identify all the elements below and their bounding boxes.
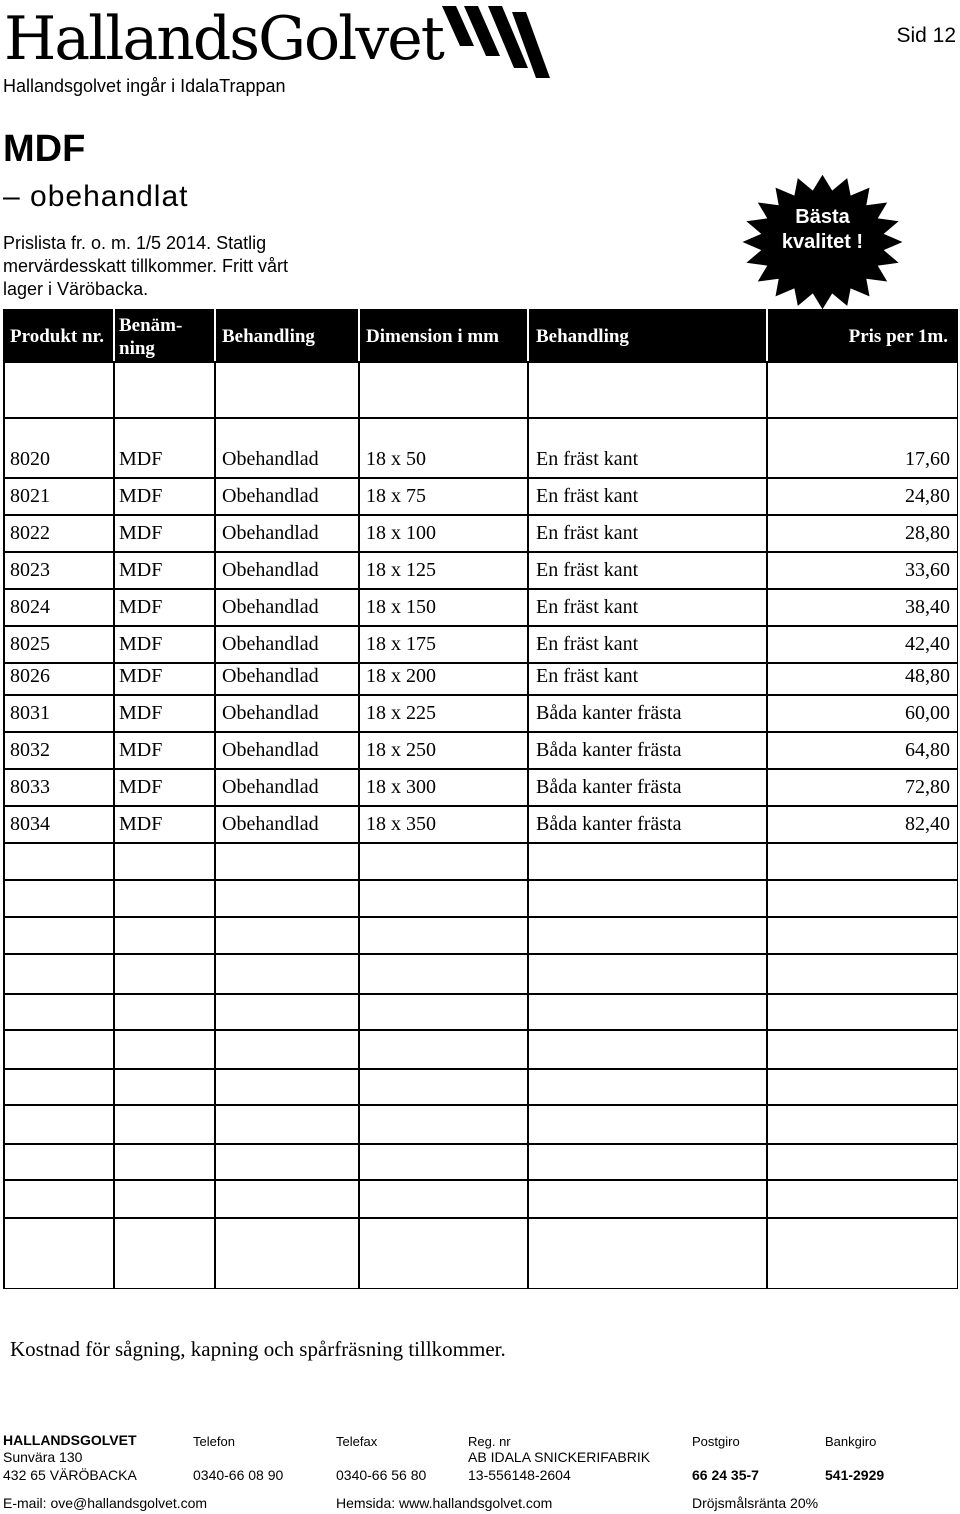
cell-edge-treatment: En fräst kant bbox=[536, 596, 639, 618]
cell-treatment: Obehandlad bbox=[222, 559, 319, 581]
document-title: MDF bbox=[3, 128, 86, 170]
row-divider bbox=[3, 417, 958, 419]
logo-wordmark: HallandsGolvet bbox=[4, 4, 443, 74]
column-divider bbox=[113, 361, 115, 1289]
footer-interest: Dröjsmålsränta 20% bbox=[692, 1495, 819, 1511]
cell-price: 72,80 bbox=[905, 776, 950, 798]
cell-edge-treatment: En fräst kant bbox=[536, 485, 639, 507]
footer-phone: 0340-66 08 90 bbox=[193, 1467, 284, 1483]
cell-treatment: Obehandlad bbox=[222, 596, 319, 618]
footer-bankgiro: 541-2929 bbox=[825, 1467, 885, 1483]
row-divider bbox=[3, 916, 958, 918]
cell-product-name: MDF bbox=[119, 665, 163, 687]
footer-phone-label: Telefon bbox=[193, 1434, 235, 1449]
company-logo bbox=[4, 2, 564, 80]
cell-treatment: Obehandlad bbox=[222, 522, 319, 544]
cell-edge-treatment: Båda kanter frästa bbox=[536, 776, 682, 798]
cell-dimension: 18 x 150 bbox=[366, 596, 436, 618]
cell-treatment: Obehandlad bbox=[222, 776, 319, 798]
cell-dimension: 18 x 225 bbox=[366, 702, 436, 724]
logo-stripes-icon bbox=[442, 6, 552, 80]
cell-treatment: Obehandlad bbox=[222, 665, 319, 687]
cell-price: 24,80 bbox=[905, 485, 950, 507]
row-divider bbox=[3, 805, 958, 807]
row-divider bbox=[3, 477, 958, 479]
header-edge-treatment: Behandling bbox=[536, 326, 629, 347]
row-divider bbox=[3, 514, 958, 516]
cell-dimension: 18 x 200 bbox=[366, 665, 436, 687]
cell-treatment: Obehandlad bbox=[222, 702, 319, 724]
cell-product-name: MDF bbox=[119, 522, 163, 544]
header-name-line2: ning bbox=[119, 338, 155, 359]
footer-website[interactable]: Hemsida: www.hallandsgolvet.com bbox=[336, 1495, 553, 1511]
cell-dimension: 18 x 125 bbox=[366, 559, 436, 581]
row-divider bbox=[3, 1143, 958, 1145]
price-note: Prislista fr. o. m. 1/5 2014. Statlig mervärdesskatt tillkommer. Fritt vårt lager i Väröbacka. bbox=[3, 233, 289, 299]
footnote: Kostnad för sågning, kapning och spårfräsning tillkommer. bbox=[10, 1337, 506, 1361]
cell-treatment: Obehandlad bbox=[222, 633, 319, 655]
row-divider bbox=[3, 879, 958, 881]
footer-company: HALLANDSGOLVET bbox=[3, 1432, 137, 1448]
cell-treatment: Obehandlad bbox=[222, 813, 319, 835]
cell-edge-treatment: En fräst kant bbox=[536, 522, 639, 544]
header-price: Pris per 1m. bbox=[848, 326, 948, 347]
header-divider bbox=[358, 309, 360, 361]
row-divider bbox=[3, 1179, 958, 1181]
cell-price: 17,60 bbox=[905, 448, 950, 470]
footer-email[interactable]: E-mail: ove@hallandsgolvet.com bbox=[3, 1495, 208, 1511]
quality-badge-text bbox=[740, 205, 905, 255]
cell-edge-treatment: En fräst kant bbox=[536, 448, 639, 470]
header-divider bbox=[113, 309, 115, 361]
cell-edge-treatment: Båda kanter frästa bbox=[536, 739, 682, 761]
cell-product-name: MDF bbox=[119, 596, 163, 618]
cell-price: 82,40 bbox=[905, 813, 950, 835]
header-divider bbox=[766, 309, 768, 361]
cell-edge-treatment: Båda kanter frästa bbox=[536, 702, 682, 724]
column-divider bbox=[527, 361, 529, 1289]
cell-product-name: MDF bbox=[119, 448, 163, 470]
footer-street: Sunvära 130 bbox=[3, 1449, 83, 1465]
footer-regnr-label: Reg. nr bbox=[468, 1434, 511, 1449]
header-divider bbox=[214, 309, 216, 361]
row-divider bbox=[3, 694, 958, 696]
column-divider bbox=[766, 361, 768, 1289]
row-divider bbox=[3, 625, 958, 627]
column-divider bbox=[214, 361, 216, 1289]
row-divider bbox=[3, 1288, 958, 1290]
cell-dimension: 18 x 175 bbox=[366, 633, 436, 655]
cell-product-number: 8024 bbox=[10, 596, 50, 618]
cell-edge-treatment: En fräst kant bbox=[536, 633, 639, 655]
footer-postal: 432 65 VÄRÖBACKA bbox=[3, 1467, 137, 1483]
row-divider bbox=[3, 768, 958, 770]
cell-product-number: 8021 bbox=[10, 485, 50, 507]
cell-price: 28,80 bbox=[905, 522, 950, 544]
cell-dimension: 18 x 50 bbox=[366, 448, 426, 470]
row-divider bbox=[3, 842, 958, 844]
row-divider bbox=[3, 361, 958, 363]
row-divider bbox=[3, 731, 958, 733]
cell-product-number: 8031 bbox=[10, 702, 50, 724]
cell-product-name: MDF bbox=[119, 633, 163, 655]
page-number: Sid 12 bbox=[896, 24, 956, 47]
cell-edge-treatment: En fräst kant bbox=[536, 559, 639, 581]
cell-dimension: 18 x 300 bbox=[366, 776, 436, 798]
cell-price: 64,80 bbox=[905, 739, 950, 761]
cell-price: 38,40 bbox=[905, 596, 950, 618]
table-border-right bbox=[957, 309, 959, 1289]
row-divider bbox=[3, 953, 958, 955]
cell-product-number: 8023 bbox=[10, 559, 50, 581]
tagline: Hallandsgolvet ingår i IdalaTrappan bbox=[3, 76, 286, 96]
table-border-left bbox=[3, 309, 5, 1289]
cell-product-number: 8032 bbox=[10, 739, 50, 761]
footer-regnr: 13-556148-2604 bbox=[468, 1467, 571, 1483]
document-subtitle: – obehandlat bbox=[3, 180, 189, 213]
cell-product-name: MDF bbox=[119, 559, 163, 581]
column-divider bbox=[358, 361, 360, 1289]
row-divider bbox=[3, 993, 958, 995]
cell-dimension: 18 x 250 bbox=[366, 739, 436, 761]
cell-product-number: 8022 bbox=[10, 522, 50, 544]
cell-price: 60,00 bbox=[905, 702, 950, 724]
cell-product-number: 8025 bbox=[10, 633, 50, 655]
cell-product-name: MDF bbox=[119, 702, 163, 724]
cell-treatment: Obehandlad bbox=[222, 739, 319, 761]
row-divider bbox=[3, 588, 958, 590]
footer-postgiro-label: Postgiro bbox=[692, 1434, 740, 1449]
cell-dimension: 18 x 350 bbox=[366, 813, 436, 835]
cell-edge-treatment: En fräst kant bbox=[536, 665, 639, 687]
header-dimension: Dimension i mm bbox=[366, 326, 499, 347]
cell-dimension: 18 x 75 bbox=[366, 485, 426, 507]
cell-price: 33,60 bbox=[905, 559, 950, 581]
cell-product-number: 8026 bbox=[10, 665, 50, 687]
cell-product-number: 8034 bbox=[10, 813, 50, 835]
row-divider bbox=[3, 1029, 958, 1031]
price-table bbox=[3, 309, 958, 1289]
header-divider bbox=[527, 309, 529, 361]
cell-treatment: Obehandlad bbox=[222, 448, 319, 470]
cell-product-number: 8033 bbox=[10, 776, 50, 798]
cell-treatment: Obehandlad bbox=[222, 485, 319, 507]
header-product-no: Produkt nr. bbox=[10, 326, 104, 347]
footer-fax-label: Telefax bbox=[336, 1434, 378, 1449]
row-divider bbox=[3, 1104, 958, 1106]
cell-dimension: 18 x 100 bbox=[366, 522, 436, 544]
cell-product-name: MDF bbox=[119, 776, 163, 798]
footer-bankgiro-label: Bankgiro bbox=[825, 1434, 877, 1449]
cell-price: 42,40 bbox=[905, 633, 950, 655]
row-divider bbox=[3, 1217, 958, 1219]
cell-product-number: 8020 bbox=[10, 448, 50, 470]
footer-postgiro: 66 24 35-7 bbox=[692, 1467, 759, 1483]
cell-product-name: MDF bbox=[119, 813, 163, 835]
cell-product-name: MDF bbox=[119, 485, 163, 507]
row-divider bbox=[3, 1068, 958, 1070]
header-name-line1: Benäm- bbox=[119, 315, 183, 336]
footer-regnr-company: AB IDALA SNICKERIFABRIK bbox=[468, 1449, 651, 1465]
header-treatment: Behandling bbox=[222, 326, 315, 347]
cell-product-name: MDF bbox=[119, 739, 163, 761]
badge-line-2: kvalitet ! bbox=[781, 231, 864, 253]
cell-edge-treatment: Båda kanter frästa bbox=[536, 813, 682, 835]
cell-price: 48,80 bbox=[905, 665, 950, 687]
footer-fax: 0340-66 56 80 bbox=[336, 1467, 427, 1483]
row-divider bbox=[3, 551, 958, 553]
badge-line-1: Bästa bbox=[795, 206, 850, 228]
